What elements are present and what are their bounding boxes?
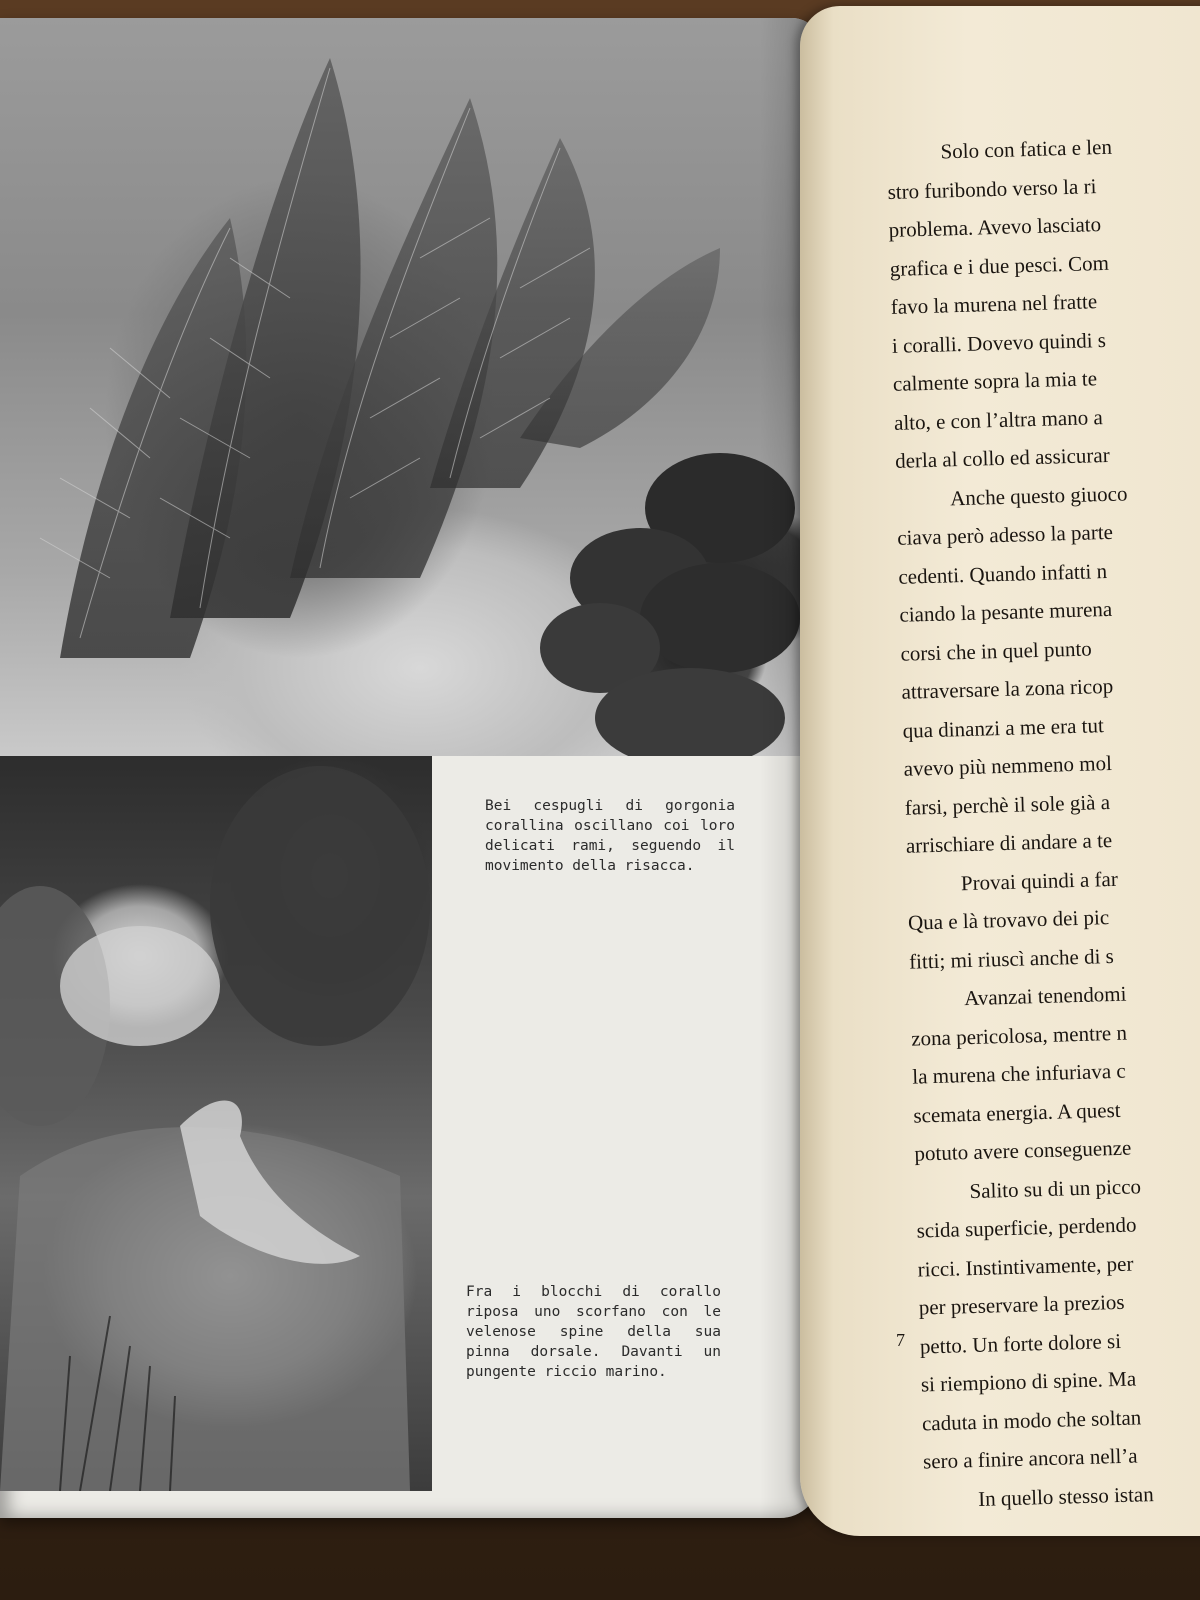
- page-number: 7: [896, 1330, 905, 1350]
- text-line: derla al collo ed assicurar: [894, 442, 1110, 473]
- text-line: ciava però adesso la parte: [896, 519, 1114, 550]
- text-line: alto, e con l’altra mano a: [893, 404, 1104, 435]
- text-line: zona pericolosa, mentre n: [910, 1020, 1128, 1051]
- text-line: ricci. Instintivamente, per: [917, 1251, 1134, 1282]
- text-line: Solo con fatica e len: [940, 134, 1113, 164]
- text-line: corsi che in quel punto: [900, 635, 1093, 666]
- text-line: favo la murena nel fratte: [890, 289, 1098, 319]
- text-line: cedenti. Quando infatti n: [898, 558, 1108, 589]
- text-line: si riempiono di spine. Ma: [920, 1366, 1137, 1397]
- text-line: problema. Avevo lasciato: [888, 212, 1102, 242]
- text-line: per preservare la prezios: [918, 1289, 1125, 1320]
- right-page: [800, 6, 1200, 1536]
- text-line: petto. Un forte dolore si: [919, 1328, 1122, 1359]
- left-page: [0, 18, 820, 1518]
- text-line: calmente sopra la mia te: [892, 366, 1098, 396]
- text-line: attraversare la zona ricop: [901, 673, 1114, 704]
- text-line: Salito su di un picco: [969, 1173, 1142, 1203]
- text-line: sero a finire ancora nell’a: [922, 1443, 1138, 1474]
- text-line: farsi, perchè il sole già a: [904, 789, 1111, 820]
- text-line: ciando la pesante murena: [899, 596, 1113, 627]
- text-line: Qua e là trovavo dei pic: [907, 905, 1110, 935]
- text-line: fitti; mi riuscì anche di s: [908, 943, 1115, 974]
- text-line: stro furibondo verso la ri: [887, 173, 1097, 204]
- caption-gorgonia: Bei cespugli di gorgonia corallina oscillano coi loro delicati rami, seguendo il movimento della risacca.: [485, 798, 735, 874]
- text-line: Provai quindi a far: [960, 866, 1119, 895]
- text-line: potuto avere conseguenze: [914, 1135, 1132, 1166]
- scorpionfish-photo: [0, 756, 432, 1491]
- text-line: In quello stesso istan: [977, 1481, 1154, 1511]
- body-text: [886, 125, 1200, 1520]
- text-line: la murena che infuriava c: [911, 1058, 1126, 1089]
- caption-scorpionfish: Fra i blocchi di corallo riposa uno scorfano con le velenose spine della sua pinna dorsale. Davanti un pungente riccio marino.: [466, 1284, 721, 1380]
- gorgonia-fronds-illustration: [0, 18, 820, 756]
- text-line: scida superficie, perdendo: [916, 1212, 1137, 1243]
- text-line: Anche questo giuoco: [949, 480, 1128, 510]
- text-line: scemata energia. A quest: [913, 1097, 1121, 1128]
- text-line: Avanzai tenendomi: [963, 981, 1127, 1011]
- text-line: i coralli. Dovevo quindi s: [891, 327, 1107, 358]
- scorpionfish-illustration: [0, 756, 432, 1491]
- text-line: caduta in modo che soltan: [921, 1404, 1142, 1435]
- gorgonia-coral-photo: [0, 18, 820, 756]
- text-line: arrischiare di andare a te: [905, 827, 1113, 858]
- text-line: avevo più nemmeno mol: [903, 750, 1113, 781]
- text-line: grafica e i due pesci. Com: [889, 250, 1110, 281]
- text-line: qua dinanzi a me era tut: [902, 712, 1105, 743]
